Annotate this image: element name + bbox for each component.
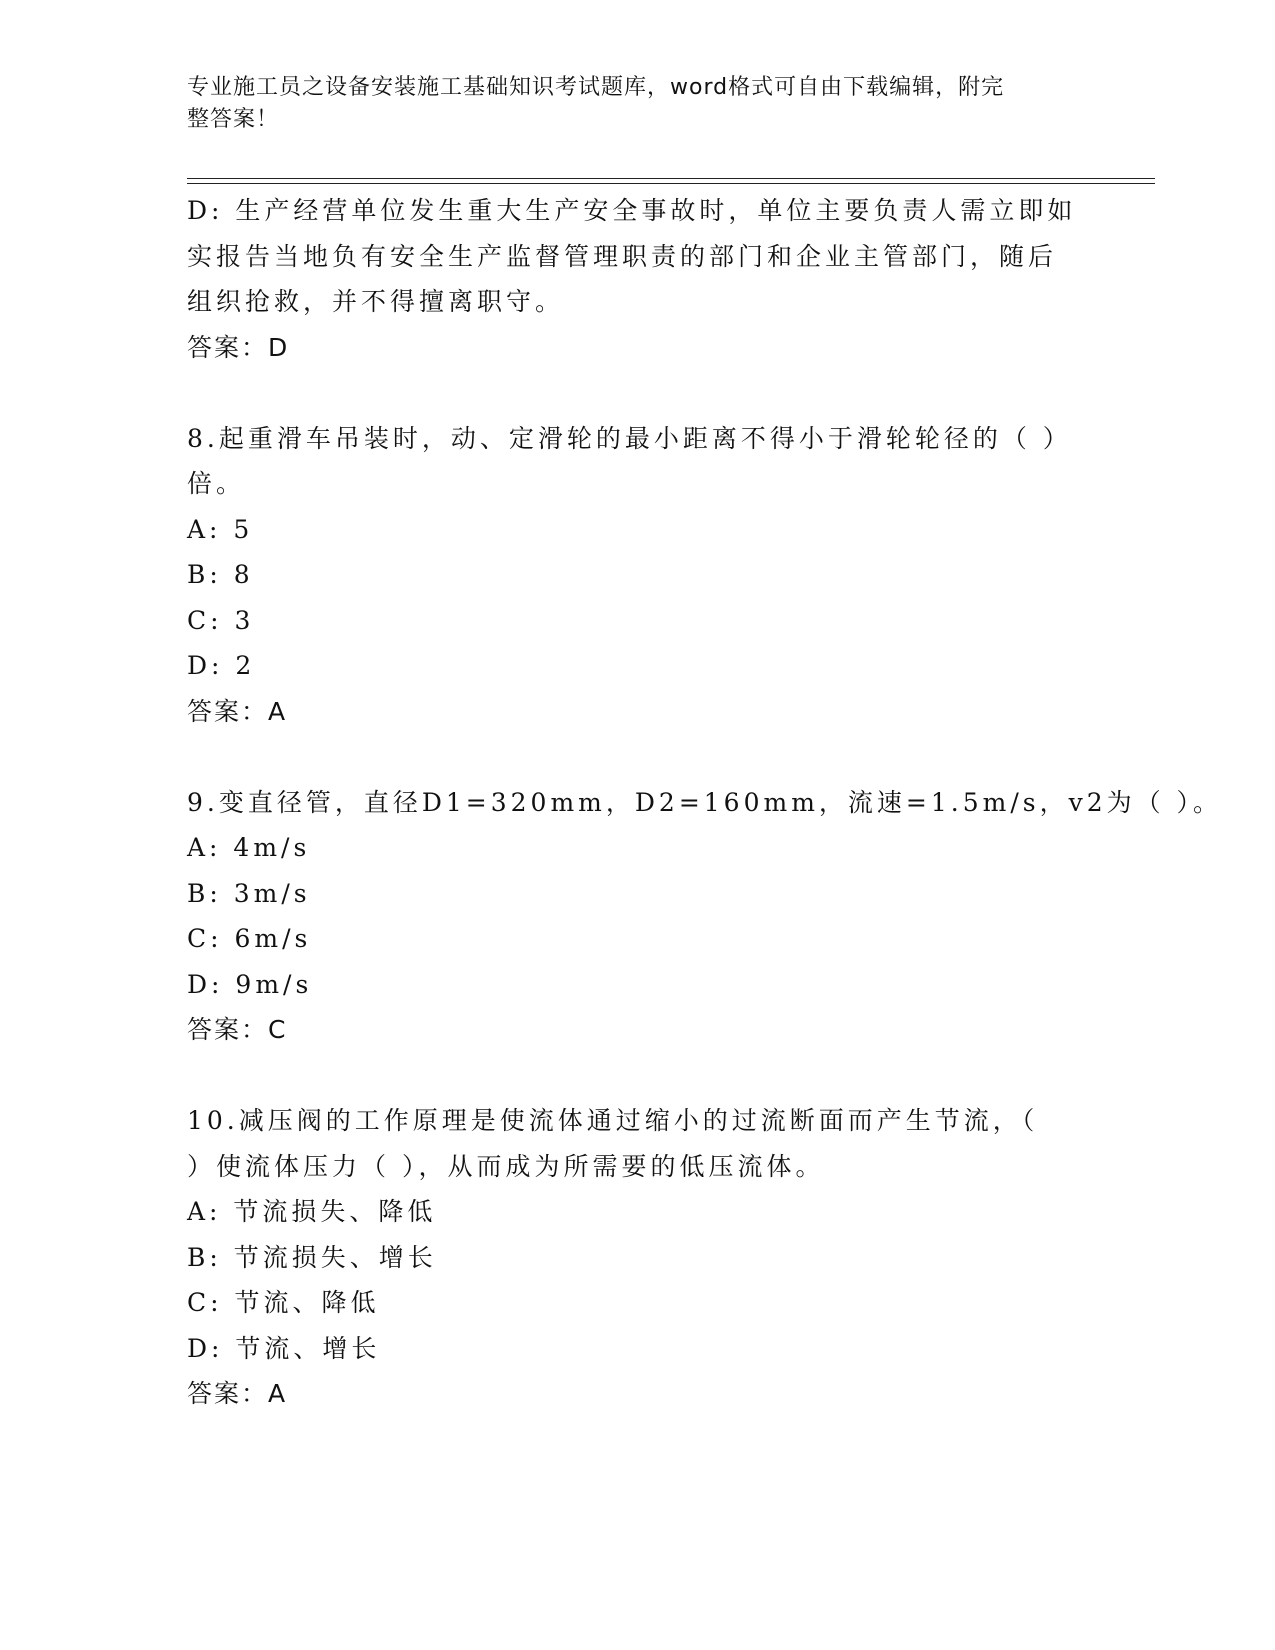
option-d-line-2: 实报告当地负有安全生产监督管理职责的部门和企业主管部门，随后 [187, 241, 1058, 271]
header-title-line-1: 专业施工员之设备安装施工基础知识考试题库，word格式可自由下载编辑，附完 [187, 75, 1005, 100]
option-d: D: 9m/s [187, 969, 313, 999]
answer-line: 答案：A [187, 696, 288, 726]
question-stem-line-2: 倍。 [187, 469, 246, 498]
answer-line: 答案：A [187, 1379, 288, 1408]
spacer [187, 734, 1087, 780]
option-c: C: 3 [187, 605, 255, 635]
header-divider-bottom [187, 183, 1155, 184]
option-d: D: 2 [187, 651, 256, 680]
question-block-9 [187, 780, 1223, 1053]
spacer [187, 370, 1087, 416]
option-c: C: 6m/s [187, 924, 312, 953]
option-a: A: 节流损失、降低 [187, 1197, 437, 1226]
document-header [187, 72, 1067, 136]
option-d: D: 节流、增长 [187, 1333, 381, 1363]
question-content [187, 188, 1223, 1417]
question-stem-line-1: 9.变直径管，直径D1=320mm，D2=160mm，流速=1.5m/s，v2为（ ）。 [187, 787, 1223, 817]
question-stem-line-1: 8.起重滑车吊装时，动、定滑轮的最小距离不得小于滑轮轮径的（ ） [187, 423, 1072, 453]
prev-question-block [187, 188, 1087, 370]
header-title-line-2: 整答案！ [187, 107, 280, 132]
answer-line: 答案：C [187, 1015, 288, 1044]
option-c: C: 节流、降低 [187, 1288, 380, 1317]
question-stem-line-2: ）使流体压力（ ），从而成为所需要的低压流体。 [187, 1151, 825, 1181]
option-b: B: 8 [187, 560, 254, 589]
option-b: B: 3m/s [187, 878, 311, 908]
option-b: B: 节流损失、增长 [187, 1242, 437, 1272]
option-d-line-1: D: 生产经营单位发生重大生产安全事故时，单位主要负责人需立即如 [187, 196, 1077, 225]
question-block-8 [187, 416, 1087, 735]
answer-line: 答案：D [187, 332, 290, 362]
question-block-10 [187, 1098, 1087, 1417]
question-stem-line-1: 10.减压阀的工作原理是使流体通过缩小的过流断面而产生节流，（ [187, 1106, 1039, 1135]
option-a: A: 4m/s [187, 833, 311, 862]
header-divider-top [187, 178, 1155, 179]
option-d-line-3: 组织抢救，并不得擅离职守。 [187, 287, 565, 316]
spacer [187, 1053, 1087, 1099]
option-a: A: 5 [187, 514, 254, 544]
